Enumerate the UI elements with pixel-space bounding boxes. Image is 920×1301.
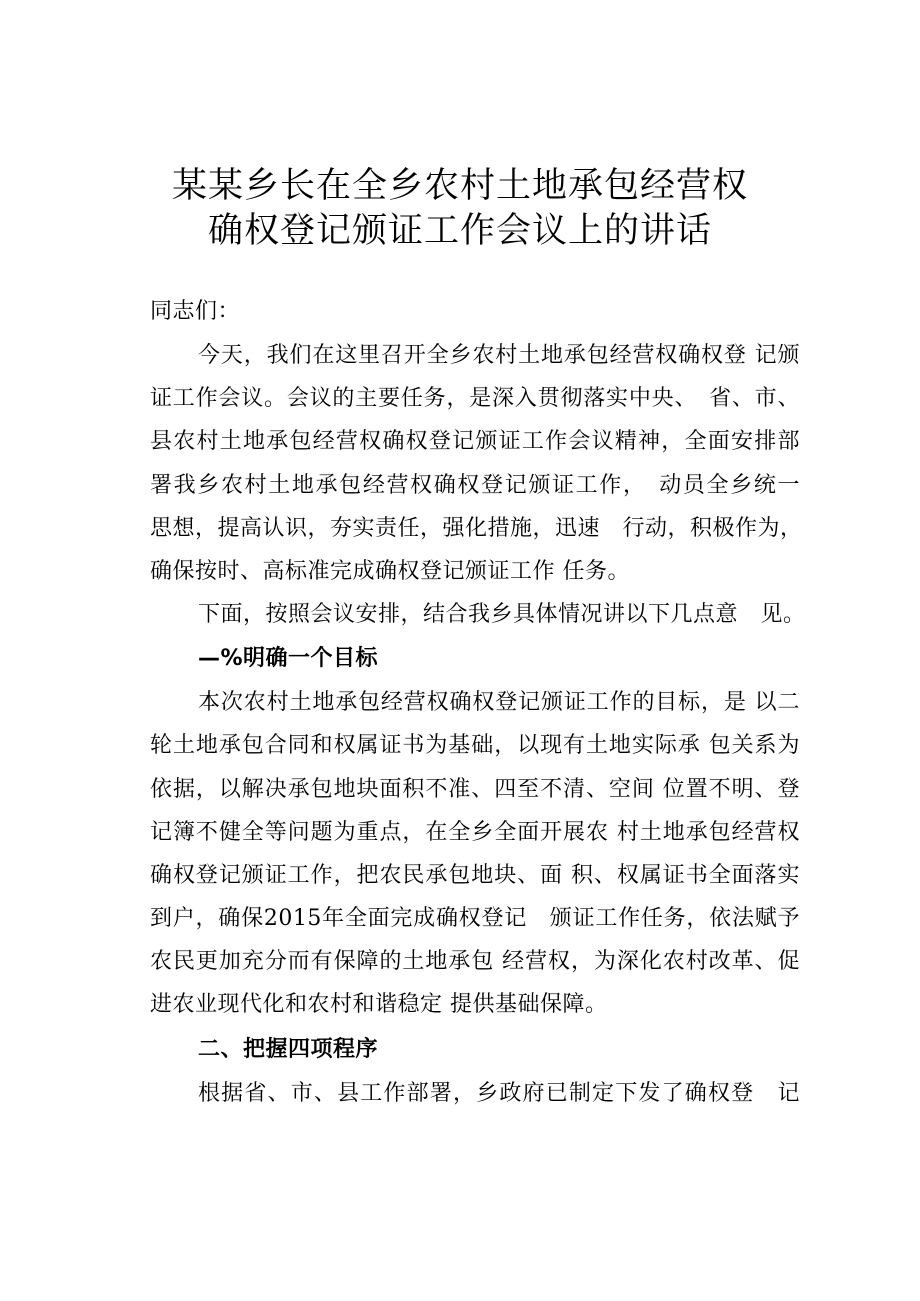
body-line: 依据，以解决承包地块面积不准、四至不清、空间 位置不明、登	[150, 777, 800, 802]
body-line: 农民更加充分而有保障的土地承包 经营权，为深化农村改革、促	[150, 949, 800, 974]
body-line: 今天，我们在这里召开全乡农村土地承包经营权确权登 记颁	[198, 343, 800, 368]
body-line: 根据省、市、县工作部署，乡政府已制定下发了确权登 记	[198, 1081, 800, 1106]
document-title-line-1: 某某乡长在全乡农村土地承包经营权	[171, 166, 748, 206]
body-line: 确权登记颁证工作，把农民承包地块、面 积、权属证书全面落实	[150, 863, 800, 888]
document-title-line-2: 确权登记颁证工作会议上的讲话	[207, 211, 712, 251]
section-heading-2: 二、把握四项程序	[198, 1037, 379, 1062]
body-line: 署我乡农村土地承包经营权确权登记颁证工作， 动员全乡统一	[150, 473, 800, 498]
body-line: 下面，按照会议安排，结合我乡具体情况讲以下几点意 见。	[198, 602, 806, 627]
body-line: 思想，提高认识，夯实责任，强化措施，迅速 行动，积极作为，	[150, 516, 803, 541]
body-line: 记簿不健全等问题为重点，在全乡全面开展农 村土地承包经营权	[150, 820, 800, 845]
salutation: 同志们：	[150, 299, 241, 324]
body-line: 本次农村土地承包经营权确权登记颁证工作的目标，是 以二	[198, 690, 800, 715]
body-line: 县农村土地承包经营权确权登记颁证工作会议精神，全面安排部	[150, 429, 800, 454]
body-line: 轮土地承包合同和权属证书为基础，以现有土地实际承 包关系为	[150, 733, 800, 758]
section-heading-1: —%明确一个目标	[198, 646, 379, 671]
body-line: 证工作会议。会议的主要任务，是深入贯彻落实中央、 省、市、	[150, 386, 800, 411]
body-line: 到户，确保2015年全面完成确权登记 颁证工作任务，依法赋予	[150, 906, 800, 931]
body-line: 确保按时、高标准完成确权登记颁证工作 任务。	[150, 559, 630, 584]
body-line: 进农业现代化和农村和谐稳定 提供基础保障。	[150, 992, 608, 1017]
